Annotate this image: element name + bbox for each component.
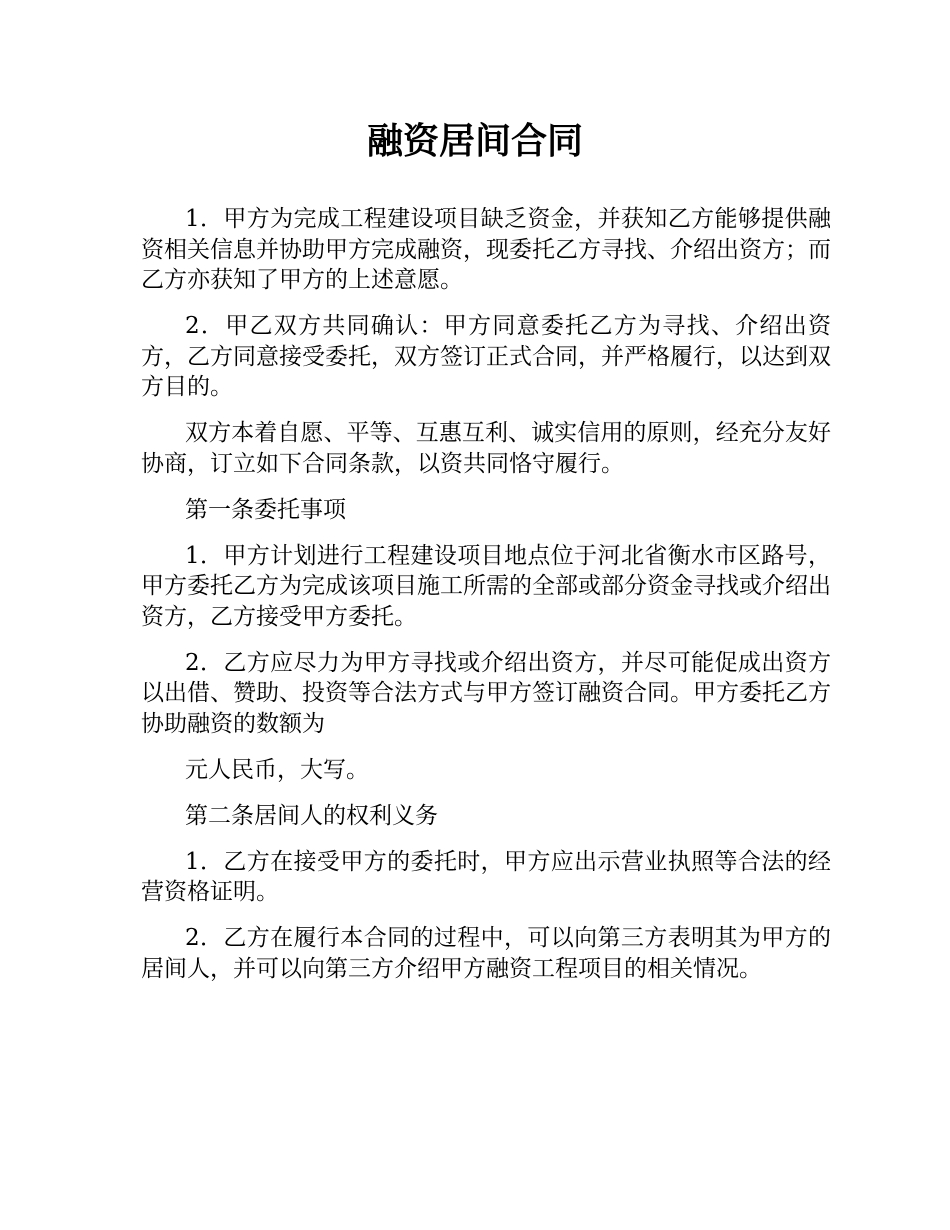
section-heading-1: 第一条委托事项 xyxy=(185,496,346,523)
paragraph-1: 1．甲方为完成工程建设项目缺乏资金，并获知乙方能够提供融资相关信息并协助甲方完成融资，现委托乙方寻找、介绍出资方；而乙方亦获知了甲方的上述意愿。 xyxy=(141,206,831,293)
document-body xyxy=(141,204,831,1000)
paragraph-8: 2．乙方在履行本合同的过程中，可以向第三方表明其为甲方的居间人，并可以向第三方介绍甲方融资工程项目的相关情况。 xyxy=(141,925,831,982)
paragraph-3: 双方本着自愿、平等、互惠互利、诚实信用的原则，经充分友好协商，订立如下合同条款，以资共同恪守履行。 xyxy=(141,420,831,477)
paragraph-4: 1．甲方计划进行工程建设项目地点位于河北省衡水市区路号，甲方委托乙方为完成该项目施工所需的全部或部分资金寻找或介绍出资方，乙方接受甲方委托。 xyxy=(141,542,831,630)
paragraph-5: 2．乙方应尽力为甲方寻找或介绍出资方，并尽可能促成出资方以出借、赞助、投资等合法方式与甲方签订融资合同。甲方委托乙方协助融资的数额为 xyxy=(141,649,831,737)
document-title: 融资居间合同 xyxy=(366,121,583,162)
paragraph-6: 元人民币，大写。 xyxy=(185,756,369,783)
section-heading-2: 第二条居间人的权利义务 xyxy=(185,802,438,829)
paragraph-2: 2．甲乙双方共同确认：甲方同意委托乙方为寻找、介绍出资方，乙方同意接受委托，双方签订正式合同，并严格履行，以达到双方目的。 xyxy=(141,313,831,400)
paragraph-7: 1．乙方在接受甲方的委托时，甲方应出示营业执照等合法的经营资格证明。 xyxy=(141,848,831,905)
